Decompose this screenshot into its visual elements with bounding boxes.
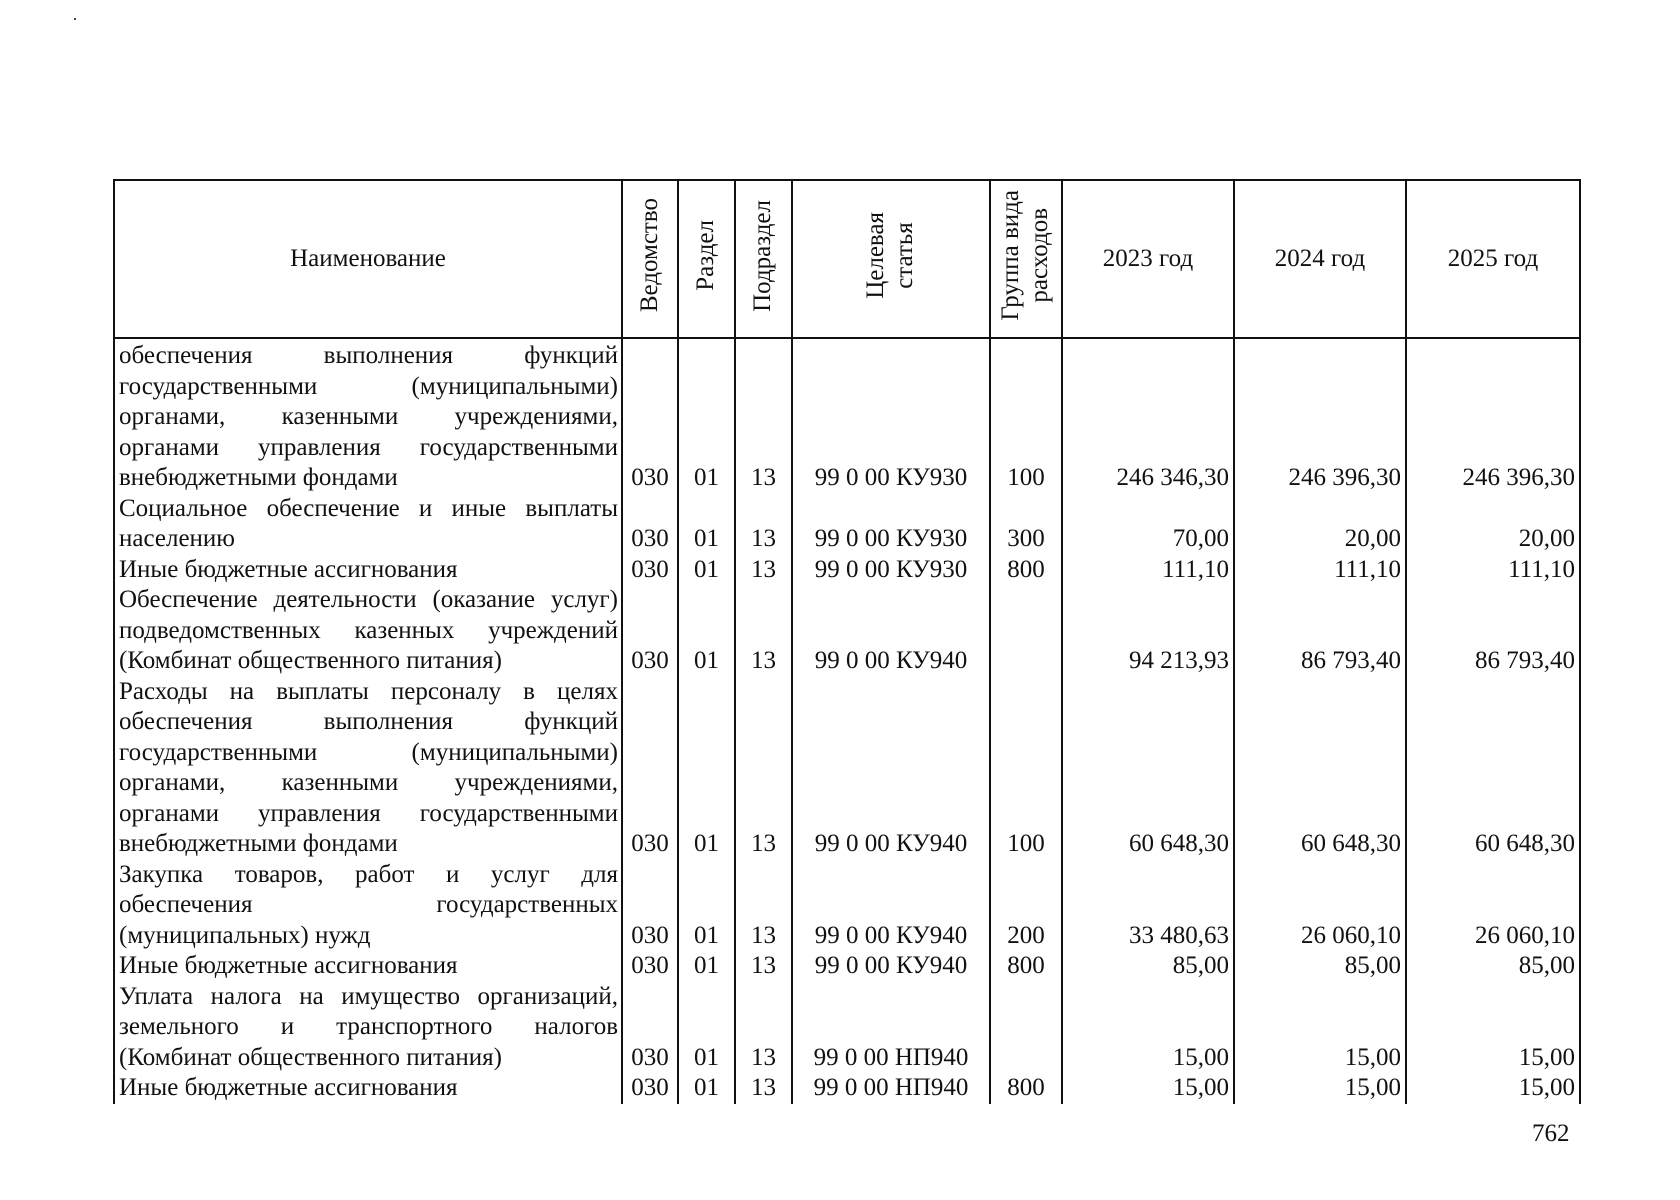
row-razdel: 01 — [678, 555, 735, 586]
row-2023: 111,10 — [1062, 555, 1234, 586]
row-2023: 15,00 — [1062, 982, 1234, 1074]
table-row — [114, 982, 1580, 1074]
table-row — [114, 677, 1580, 860]
row-vid-rashodov — [990, 982, 1062, 1074]
row-podrazdel: 13 — [735, 982, 792, 1074]
header-2024: 2024 год — [1234, 180, 1406, 338]
row-razdel: 01 — [678, 585, 735, 677]
row-2024: 26 060,10 — [1234, 860, 1406, 952]
row-name: Уплата налога на имущество организаций, земельного и транспортного налогов (Комбинат общественного питания) — [114, 982, 622, 1074]
row-2023: 60 648,30 — [1062, 677, 1234, 860]
row-celevaya-statya: 99 0 00 НП940 — [792, 982, 990, 1074]
row-ved: 030 — [622, 677, 678, 860]
row-2025: 60 648,30 — [1406, 677, 1580, 860]
row-celevaya-statya: 99 0 00 КУ940 — [792, 677, 990, 860]
row-name: Обеспечение деятельности (оказание услуг) подведомственных казенных учреждений (Комбинат общественного питания) — [114, 585, 622, 677]
row-name: Иные бюджетные ассигнования — [114, 1073, 622, 1104]
row-2023: 33 480,63 — [1062, 860, 1234, 952]
row-vid-rashodov: 100 — [990, 677, 1062, 860]
header-name: Наименование — [114, 180, 622, 338]
row-2023: 94 213,93 — [1062, 585, 1234, 677]
row-vid-rashodov — [990, 585, 1062, 677]
row-razdel: 01 — [678, 1073, 735, 1104]
row-2023: 246 346,30 — [1062, 338, 1234, 494]
table-row — [114, 555, 1580, 586]
table-row — [114, 494, 1580, 555]
row-2024: 20,00 — [1234, 494, 1406, 555]
table-row — [114, 1073, 1580, 1104]
row-2025: 15,00 — [1406, 1073, 1580, 1104]
row-podrazdel: 13 — [735, 860, 792, 952]
row-podrazdel: 13 — [735, 677, 792, 860]
row-2024: 111,10 — [1234, 555, 1406, 586]
row-2025: 111,10 — [1406, 555, 1580, 586]
row-2025: 20,00 — [1406, 494, 1580, 555]
row-razdel: 01 — [678, 677, 735, 860]
row-ved: 030 — [622, 860, 678, 952]
row-2025: 86 793,40 — [1406, 585, 1580, 677]
row-celevaya-statya: 99 0 00 КУ940 — [792, 585, 990, 677]
table-row — [114, 951, 1580, 982]
row-name: Социальное обеспечение и иные выплаты населению — [114, 494, 622, 555]
row-2025: 26 060,10 — [1406, 860, 1580, 952]
header-razdel: Раздел — [678, 180, 735, 338]
scan-speck — [74, 18, 76, 20]
row-ved: 030 — [622, 1073, 678, 1104]
row-2023: 15,00 — [1062, 1073, 1234, 1104]
row-razdel: 01 — [678, 338, 735, 494]
row-podrazdel: 13 — [735, 1073, 792, 1104]
row-ved: 030 — [622, 555, 678, 586]
row-2025: 246 396,30 — [1406, 338, 1580, 494]
row-razdel: 01 — [678, 951, 735, 982]
row-ved: 030 — [622, 338, 678, 494]
row-2025: 85,00 — [1406, 951, 1580, 982]
table-body — [114, 338, 1580, 1104]
row-2023: 85,00 — [1062, 951, 1234, 982]
row-vid-rashodov: 300 — [990, 494, 1062, 555]
row-vid-rashodov: 800 — [990, 1073, 1062, 1104]
row-2024: 15,00 — [1234, 982, 1406, 1074]
row-ved: 030 — [622, 494, 678, 555]
row-2024: 85,00 — [1234, 951, 1406, 982]
row-name: Иные бюджетные ассигнования — [114, 555, 622, 586]
row-2024: 15,00 — [1234, 1073, 1406, 1104]
row-celevaya-statya: 99 0 00 КУ940 — [792, 860, 990, 952]
header-2023: 2023 год — [1062, 180, 1234, 338]
row-name: Расходы на выплаты персоналу в целях обеспечения выполнения функций государственными (муниципальными) органами, казенными учреждениями, органами управления государственными внебюджетными фондами — [114, 677, 622, 860]
row-celevaya-statya: 99 0 00 КУ930 — [792, 338, 990, 494]
table-row — [114, 860, 1580, 952]
row-vid-rashodov: 800 — [990, 555, 1062, 586]
row-ved: 030 — [622, 951, 678, 982]
budget-table — [113, 179, 1581, 1104]
row-celevaya-statya: 99 0 00 КУ930 — [792, 494, 990, 555]
header-podrazdel: Подраздел — [735, 180, 792, 338]
row-podrazdel: 13 — [735, 494, 792, 555]
row-2025: 15,00 — [1406, 982, 1580, 1074]
row-2023: 70,00 — [1062, 494, 1234, 555]
row-razdel: 01 — [678, 982, 735, 1074]
row-celevaya-statya: 99 0 00 КУ940 — [792, 951, 990, 982]
page-number: 762 — [1532, 1120, 1570, 1147]
row-celevaya-statya: 99 0 00 НП940 — [792, 1073, 990, 1104]
table-row — [114, 338, 1580, 494]
row-2024: 246 396,30 — [1234, 338, 1406, 494]
row-2024: 86 793,40 — [1234, 585, 1406, 677]
row-vid-rashodov: 100 — [990, 338, 1062, 494]
row-ved: 030 — [622, 585, 678, 677]
row-razdel: 01 — [678, 860, 735, 952]
row-ved: 030 — [622, 982, 678, 1074]
row-podrazdel: 13 — [735, 338, 792, 494]
header-ved: Ведомство — [622, 180, 678, 338]
row-podrazdel: 13 — [735, 951, 792, 982]
table-header — [114, 180, 1580, 338]
table-row — [114, 585, 1580, 677]
header-celevaya-statya: Целевая статья — [792, 180, 990, 338]
row-name: обеспечения выполнения функций государственными (муниципальными) органами, казенными учреждениями, органами управления государственными внебюджетными фондами — [114, 338, 622, 494]
row-2024: 60 648,30 — [1234, 677, 1406, 860]
row-name: Закупка товаров, работ и услуг для обеспечения государственных (муниципальных) нужд — [114, 860, 622, 952]
row-celevaya-statya: 99 0 00 КУ930 — [792, 555, 990, 586]
row-podrazdel: 13 — [735, 585, 792, 677]
row-podrazdel: 13 — [735, 555, 792, 586]
row-razdel: 01 — [678, 494, 735, 555]
row-vid-rashodov: 200 — [990, 860, 1062, 952]
header-2025: 2025 год — [1406, 180, 1580, 338]
row-vid-rashodov: 800 — [990, 951, 1062, 982]
row-name: Иные бюджетные ассигнования — [114, 951, 622, 982]
header-gruppa-vida-rashodov: Группа вида расходов — [990, 180, 1062, 338]
